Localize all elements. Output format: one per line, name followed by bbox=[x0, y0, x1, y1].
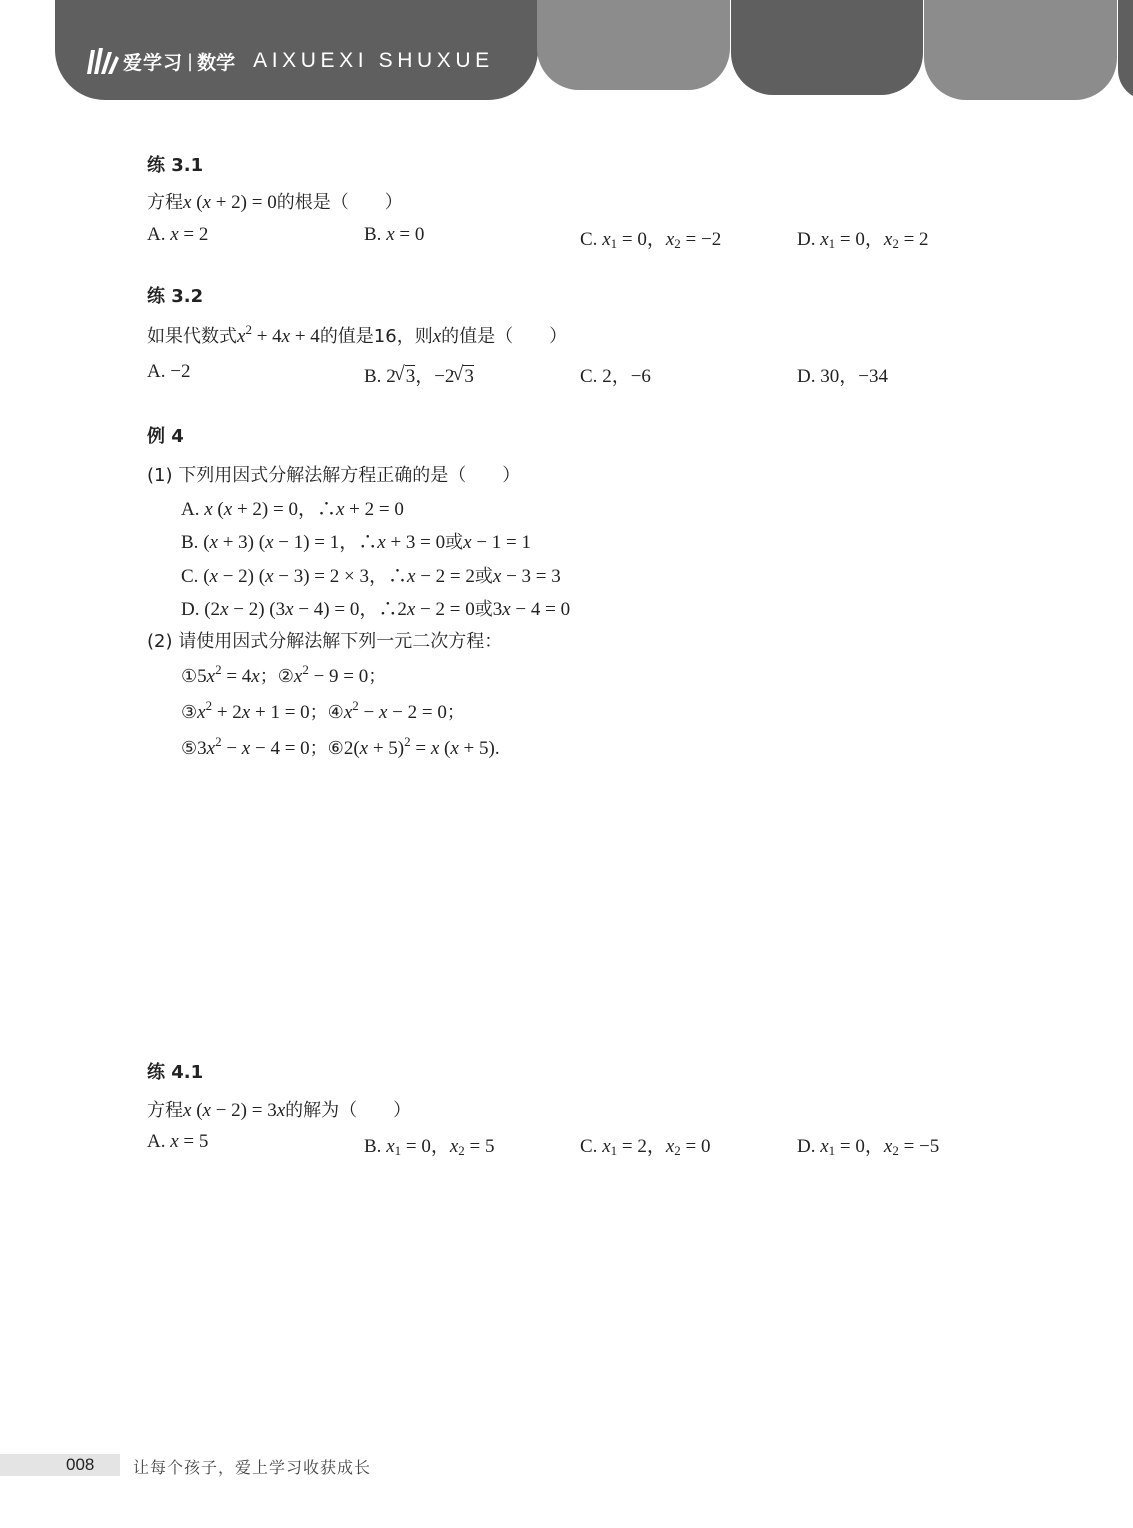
brand-subject: 数学 bbox=[197, 51, 236, 74]
brand-separator: | bbox=[187, 50, 194, 72]
footer-page-bar bbox=[0, 1454, 120, 1476]
option-4-1-d: D. $x_1 = 0$，$x_2 = -5$ bbox=[797, 1136, 940, 1158]
option-3-2-d: D. 30，−34 bbox=[797, 366, 888, 387]
header-tab-3 bbox=[924, 0, 1117, 100]
question-3-2-stem: 如果代数式$x^2 + 4x + 4$的值是16，则x的值是（ ） bbox=[147, 322, 568, 347]
question-4-1-stem: 方程x (x − 2) = 3x的解为（ ） bbox=[147, 1100, 412, 1121]
example-4-equations-row-2: $③x^2 + 2x + 1 = 0$；$④x^2 - x - 2 = 0$； bbox=[181, 698, 465, 723]
header-tab-1 bbox=[537, 0, 730, 90]
brand-logo-icon bbox=[85, 46, 119, 76]
page-number: 008 bbox=[66, 1455, 95, 1474]
brand-name: 爱学习 bbox=[123, 51, 184, 74]
question-3-1-stem: 方程x (x + 2) = 0的根是（ ） bbox=[147, 192, 403, 213]
option-3-1-d: D. $x_1 = 0$，$x_2 = 2$ bbox=[797, 229, 929, 251]
example-4-option-a: A. x (x + 2) = 0，∴x + 2 = 0 bbox=[181, 499, 404, 520]
example-4-equations-row-1: $①5x^2 = 4x$；$②x^2 - 9 = 0$； bbox=[181, 662, 387, 687]
section-title-3-1: 练 3.1 bbox=[147, 155, 204, 176]
option-3-1-a: A. x = 2 bbox=[147, 224, 209, 245]
brand-english: AIXUEXI SHUXUE bbox=[253, 49, 494, 72]
example-4-question-1: (1) 下列用因式分解法解方程正确的是（ ） bbox=[147, 465, 521, 486]
equation: x (x + 2) = 0 bbox=[183, 192, 277, 213]
example-4-question-2: (2) 请使用因式分解法解下列一元二次方程： bbox=[147, 631, 503, 652]
section-title-example-4: 例 4 bbox=[147, 426, 184, 447]
section-title-3-2: 练 3.2 bbox=[147, 286, 204, 307]
option-3-2-b: B. 2√ 3，−2√ 3 bbox=[364, 361, 474, 388]
example-4-equations-row-3: $⑤3x^2 - x - 4 = 0$；⑥2(x + 5)$^2$ = x (x + 5). bbox=[181, 734, 500, 759]
header-tab-4 bbox=[1118, 0, 1133, 100]
example-4-option-b: B. (x + 3) (x − 1) = 1，∴x + 3 = 0或x − 1 = 1 bbox=[181, 532, 532, 553]
brand bbox=[85, 44, 494, 78]
option-3-2-c: C. 2，−6 bbox=[580, 366, 651, 387]
option-3-1-b: B. x = 0 bbox=[364, 224, 425, 245]
example-4-option-d: D. (2x − 2) (3x − 4) = 0，∴2x − 2 = 0或3x − 4 = 0 bbox=[181, 599, 571, 620]
option-4-1-b: B. $x_1 = 0$，$x_2 = 5$ bbox=[364, 1136, 495, 1158]
example-4-option-c: C. (x − 2) (x − 3) = 2 × 3，∴x − 2 = 2或x − 3 = 3 bbox=[181, 566, 561, 587]
option-3-2-a: A. −2 bbox=[147, 361, 191, 382]
section-title-4-1: 练 4.1 bbox=[147, 1062, 204, 1083]
footer-slogan: 让每个孩子，爱上学习收获成长 bbox=[133, 1458, 372, 1477]
option-4-1-c: C. $x_1 = 2$，$x_2 = 0$ bbox=[580, 1136, 711, 1158]
option-3-1-c: C. $x_1 = 0$，$x_2 = -2$ bbox=[580, 229, 722, 251]
option-4-1-a: A. x = 5 bbox=[147, 1131, 209, 1152]
header-tab-2 bbox=[731, 0, 923, 95]
